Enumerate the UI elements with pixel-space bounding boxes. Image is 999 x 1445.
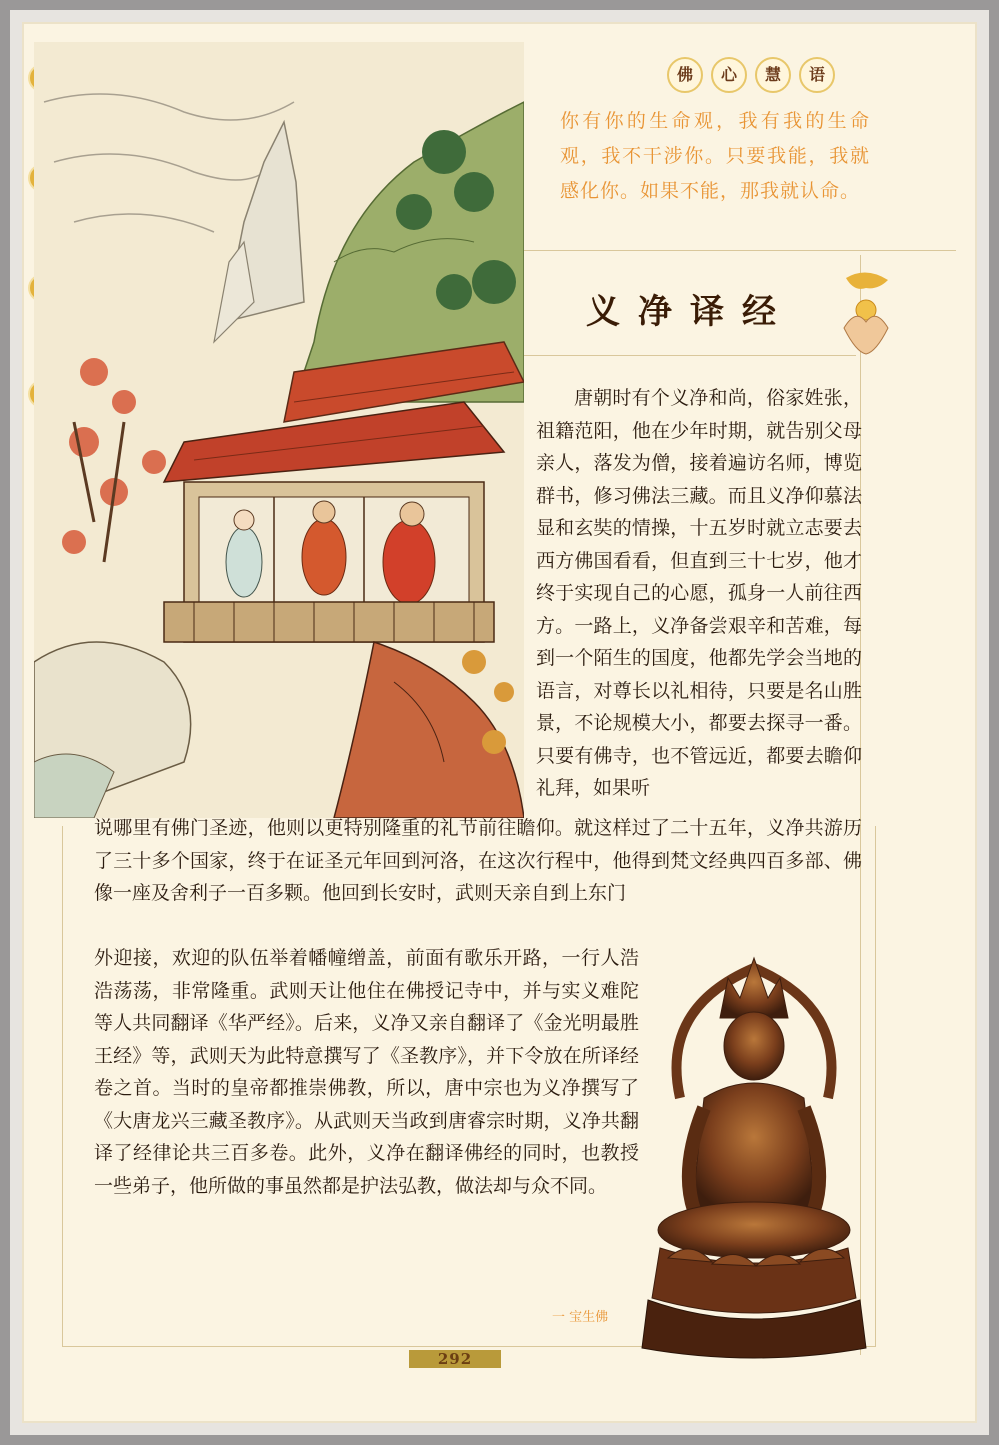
buddha-statue-image (620, 948, 888, 1366)
title-divider (516, 355, 856, 356)
header-char-4: 语 (799, 57, 835, 93)
statue-caption: 一 宝生佛 (552, 1310, 609, 1325)
wisdom-quote: 你有你的生命观，我有我的生命观，我不干涉你。只要我能，我就感化你。如果不能，那我就认命。 (560, 110, 870, 202)
article-paragraph-upper: 唐朝时有个义净和尚，俗家姓张，祖籍范阳，他在少年时期，就告别父母亲人，落发为僧，接着遍访名师，博览群书，修习佛法三藏。而且义净仰慕法显和玄奘的情操，十五岁时就立志要去西方佛国看看，但直到三十七岁，他才终于实现自己的心愿，孤身一人前往西方。一路上，义净备尝艰辛和苦难，每到一个陌生的国度，他都先学会当地的语言，对尊长以礼相待，只要是名山胜景，不论规模大小，都要去探寻一番。只要有佛寺，也不管远近，都要去瞻仰礼拜，如果听 (536, 387, 862, 799)
temple-painting (34, 42, 524, 818)
header-char-2: 心 (711, 57, 747, 93)
lotus-hand-icon (836, 268, 896, 358)
header-char-3: 慧 (755, 57, 791, 93)
header-char-1: 佛 (667, 57, 703, 93)
article-paragraph-wide: 说哪里有佛门圣迹，他则以更特别隆重的礼节前往瞻仰。就这样过了二十五年，义净共游历了三十多个国家，终于在证圣元年回到河洛，在这次行程中，他得到梵文经典四百多部、佛像一座及舍利子一百多颗。他回到长安时，武则天亲自到上东门 (94, 817, 862, 904)
section-header (667, 57, 835, 93)
header-divider (516, 250, 956, 251)
page-number: 292 (409, 1350, 501, 1368)
article-paragraph-lower: 外迎接，欢迎的队伍举着幡幢缯盖，前面有歌乐开路，一行人浩浩荡荡，非常隆重。武则天让他住在佛授记寺中，并与实义难陀等人共同翻译《华严经》。后来，义净又亲自翻译了《金光明最胜王经》等，武则天为此特意撰写了《圣教序》，并下令放在所译经卷之首。当时的皇帝都推崇佛教，所以，唐中宗也为义净撰写了《大唐龙兴三藏圣教序》。从武则天当政到唐睿宗时期，义净共翻译了经律论共三百多卷。此外，义净在翻译佛经的同时，也教授一些弟子，他所做的事虽然都是护法弘教，做法却与众不同。 (94, 947, 639, 1197)
article-title: 义净译经 (586, 292, 794, 332)
